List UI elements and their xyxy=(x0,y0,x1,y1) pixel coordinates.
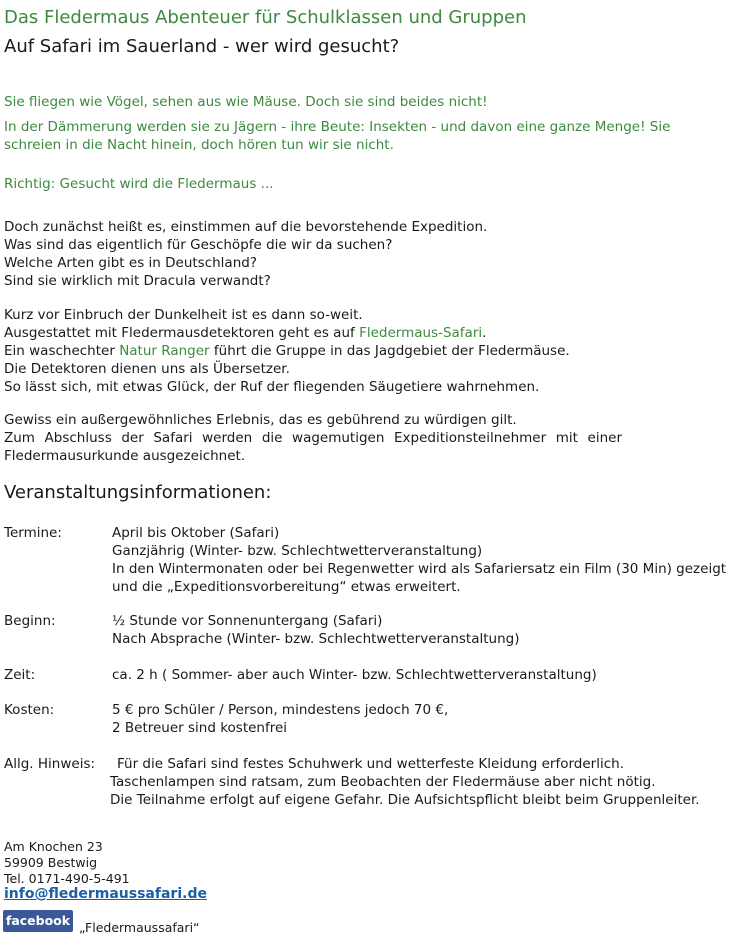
body-block-2-line: Kurz vor Einbruch der Dunkelheit ist es dann so-weit. xyxy=(4,307,363,323)
text-segment: führt die Gruppe in das Jagdgebiet der Fledermäuse. xyxy=(209,343,570,359)
info-value-line: ½ Stunde vor Sonnenuntergang (Safari) xyxy=(112,613,383,629)
body-block-2 xyxy=(4,306,570,396)
info-value-line: Die Teilnahme erfolgt auf eigene Gefahr. Die Aufsichtspflicht bleibt beim Gruppenleiter. xyxy=(110,792,700,808)
info-value-line: 2 Betreuer sind kostenfrei xyxy=(112,720,288,736)
intro-paragraph-2-line-2: schreien in die Nacht hinein, doch hören tun wir sie nicht. xyxy=(4,137,394,153)
info-value-line: Taschenlampen sind ratsam, zum Beobachten der Fledermäuse aber nicht nötig. xyxy=(110,774,656,790)
text-segment: . xyxy=(482,325,487,341)
facebook-logo-button[interactable]: facebook xyxy=(3,910,73,932)
info-value-line: 5 € pro Schüler / Person, mindestens jedoch 70 €, xyxy=(112,702,449,718)
body-block-3-justified: Zum Abschluss der Safari werden die wagemutigen Expeditionsteilnehmer mit einer Fledermausurkunde ausgezeichnet. xyxy=(4,430,622,464)
email-link[interactable]: info@fledermaussafari.de xyxy=(4,886,207,902)
body-block-1 xyxy=(4,218,487,290)
body-block-3-line: Gewiss ein außergewöhnliches Erlebnis, das es gebührend zu würdigen gilt. xyxy=(4,412,517,428)
info-value-line: In den Wintermonaten oder bei Regenwetter wird als Safariersatz ein Film (30 Min) gezeigt xyxy=(112,561,727,577)
page-subtitle: Auf Safari im Sauerland - wer wird gesucht? xyxy=(4,36,400,57)
body-block-2-line: Die Detektoren dienen uns als Übersetzer. xyxy=(4,361,290,377)
info-label: Zeit: xyxy=(4,667,36,683)
intro-paragraph-1: Sie fliegen wie Vögel, sehen aus wie Mäuse. Doch sie sind beides nicht! xyxy=(4,94,488,110)
info-value-line: ca. 2 h ( Sommer- aber auch Winter- bzw. Schlechtwetterveranstaltung) xyxy=(112,667,597,683)
body-block-1-line: Doch zunächst heißt es, einstimmen auf die bevorstehende Expedition. xyxy=(4,219,488,235)
info-value-line: Für die Safari sind festes Schuhwerk und wetterfeste Kleidung erforderlich. xyxy=(117,756,625,772)
info-value-line: Nach Absprache (Winter- bzw. Schlechtwetterveranstaltung) xyxy=(112,631,520,647)
info-value xyxy=(112,701,448,737)
fledermaus-safari-link[interactable]: Fledermaus-Safari xyxy=(359,325,483,341)
intro-paragraph-2-line-1: In der Dämmerung werden sie zu Jägern - ihre Beute: Insekten - und davon eine ganze Menge! Sie xyxy=(4,119,671,135)
info-label: Allg. Hinweis: xyxy=(4,756,96,772)
body-block-1-line: Sind sie wirklich mit Dracula verwandt? xyxy=(4,273,271,289)
body-block-2-line xyxy=(4,342,570,360)
info-label: Kosten: xyxy=(4,702,55,718)
contact-address xyxy=(4,839,130,887)
body-block-3 xyxy=(4,411,622,465)
info-heading: Veranstaltungsinformationen: xyxy=(4,482,272,503)
info-value xyxy=(112,524,726,596)
text-segment: Ein waschechter xyxy=(4,343,120,359)
body-block-2-line: So lässt sich, mit etwas Glück, der Ruf der fliegenden Säugetiere wahrnehmen. xyxy=(4,379,540,395)
info-value xyxy=(110,773,700,809)
info-value-line: April bis Oktober (Safari) xyxy=(112,525,280,541)
info-label: Termine: xyxy=(4,525,62,541)
contact-street: Am Knochen 23 xyxy=(4,839,103,854)
text-segment: Ausgestattet mit Fledermausdetektoren geht es auf xyxy=(4,325,360,341)
natur-ranger-link[interactable]: Natur Ranger xyxy=(119,343,210,359)
info-label: Beginn: xyxy=(4,613,56,629)
info-value-line: Ganzjährig (Winter- bzw. Schlechtwetterveranstaltung) xyxy=(112,543,483,559)
page-title: Das Fledermaus Abenteuer für Schulklassen und Gruppen xyxy=(4,7,527,28)
body-block-1-line: Was sind das eigentlich für Geschöpfe die wir da suchen? xyxy=(4,237,393,253)
facebook-page-name: „Fledermaussafari“ xyxy=(79,920,200,935)
contact-phone: Tel. 0171-490-5-491 xyxy=(4,871,130,886)
body-block-1-line: Welche Arten gibt es in Deutschland? xyxy=(4,255,257,271)
contact-city: 59909 Bestwig xyxy=(4,855,98,870)
info-value xyxy=(112,612,520,648)
intro-paragraph-2 xyxy=(4,118,670,154)
body-block-2-line xyxy=(4,324,570,342)
info-value xyxy=(112,666,597,684)
info-value-line: und die „Expeditionsvorbereitung“ etwas erweitert. xyxy=(112,579,461,595)
intro-paragraph-3: Richtig: Gesucht wird die Fledermaus ... xyxy=(4,176,274,192)
